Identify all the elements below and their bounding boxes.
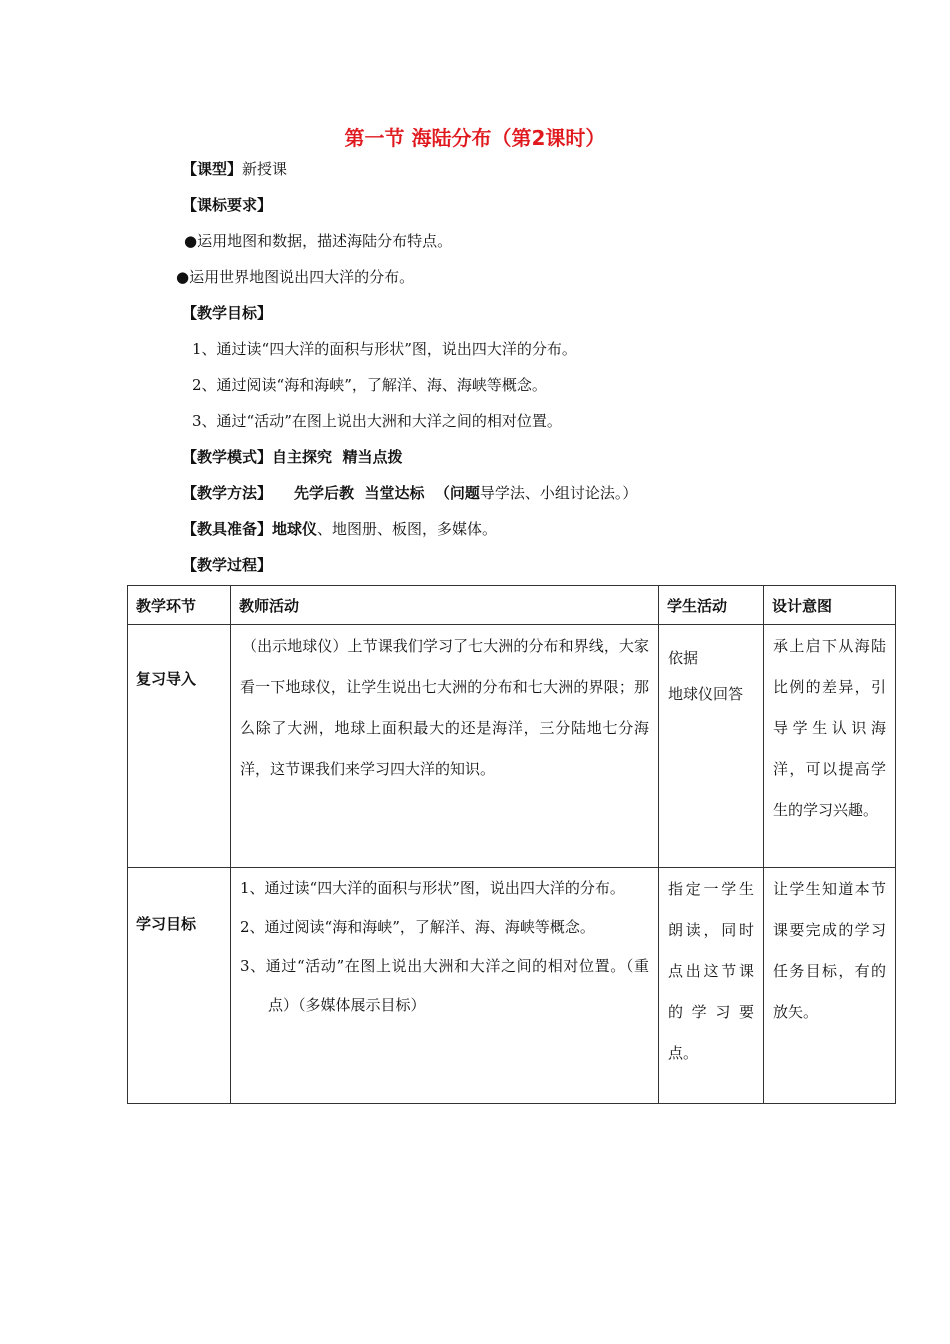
lesson-type-value: 新授课 <box>242 160 288 178</box>
student-cell <box>659 868 764 1104</box>
stage-label: 复习导入 <box>136 670 197 688</box>
teacher-goal-item: 2、通过阅读“海和海峡”，了解洋、海、海峡等概念。 <box>240 918 595 936</box>
teaching-tools-bold: 地球仪 <box>272 520 318 538</box>
lesson-type <box>182 158 287 179</box>
intent-cell <box>764 625 896 868</box>
teacher-cell <box>231 868 659 1104</box>
header-intent: 设计意图 <box>764 586 896 625</box>
teaching-method-rest: 导学法、小组讨论法。） <box>479 484 638 502</box>
teacher-goal-item: 1、通过读“四大洋的面积与形状”图，说出四大洋的分布。 <box>240 879 625 897</box>
teaching-method <box>182 482 637 503</box>
table-row <box>128 625 896 868</box>
teacher-text: （出示地球仪）上节课我们学习了七大洲的分布和界线，大家看一下地球仪，让学生说出七大洲的分布和七大洲的界限；那么除了大洲，地球上面积最大的还是海洋，三分陆地七分海洋，这节课我们来学习四大洋的知识。 <box>240 637 649 778</box>
teaching-method-value: 先学后教 当堂达标 （问题 <box>294 484 480 502</box>
header-stage: 教学环节 <box>128 586 231 625</box>
teacher-goal-item: 3、通过“活动”在图上说出大洲和大洋之间的相对位置。（重点）（多媒体展示目标） <box>240 957 649 1014</box>
student-text: 依据 <box>668 649 699 667</box>
goal-item: 2、通过阅读“海和海峡”，了解洋、海、海峡等概念。 <box>192 376 547 394</box>
stage-cell <box>128 868 231 1104</box>
standards-label: 【课标要求】 <box>182 196 273 214</box>
stage-cell <box>128 625 231 868</box>
intent-cell <box>764 868 896 1104</box>
header-teacher: 教师活动 <box>231 586 659 625</box>
header-student: 学生活动 <box>659 586 764 625</box>
goal-item: 1、通过读“四大洋的面积与形状”图，说出四大洋的分布。 <box>192 340 577 358</box>
teaching-mode-value: 自主探究 精当点拨 <box>272 448 403 466</box>
teaching-process-table <box>127 585 896 1104</box>
teaching-method-label: 【教学方法】 <box>182 484 273 502</box>
intent-text: 承上启下从海陆比例的差异，引导学生认识海洋，可以提高学生的学习兴趣。 <box>773 637 886 819</box>
lesson-type-label: 【课型】 <box>182 160 243 178</box>
student-text: 地球仪回答 <box>668 685 744 703</box>
page-title: 第一节 海陆分布（第2课时） <box>344 126 606 150</box>
teaching-tools-rest: 、地图册、板图，多媒体。 <box>317 520 498 538</box>
student-cell <box>659 625 764 868</box>
table-row <box>128 868 896 1104</box>
intent-text: 让学生知道本节课要完成的学习任务目标，有的放矢。 <box>773 880 886 1021</box>
goal-item: 3、通过“活动”在图上说出大洲和大洋之间的相对位置。 <box>192 412 562 430</box>
teaching-mode <box>182 446 402 467</box>
teaching-tools-label: 【教具准备】 <box>182 520 273 538</box>
stage-label: 学习目标 <box>136 915 197 933</box>
teacher-cell <box>231 625 659 868</box>
teaching-mode-label: 【教学模式】 <box>182 448 273 466</box>
standard-item: ●运用世界地图说出四大洋的分布。 <box>176 268 415 286</box>
student-text: 指定一学生朗读，同时点出这节课的学习要点。 <box>668 880 754 1062</box>
table-header-row <box>128 586 896 625</box>
teaching-tools <box>182 518 497 539</box>
standard-item: ●运用地图和数据，描述海陆分布特点。 <box>184 232 453 250</box>
process-label: 【教学过程】 <box>182 556 273 574</box>
goals-label: 【教学目标】 <box>182 304 273 322</box>
